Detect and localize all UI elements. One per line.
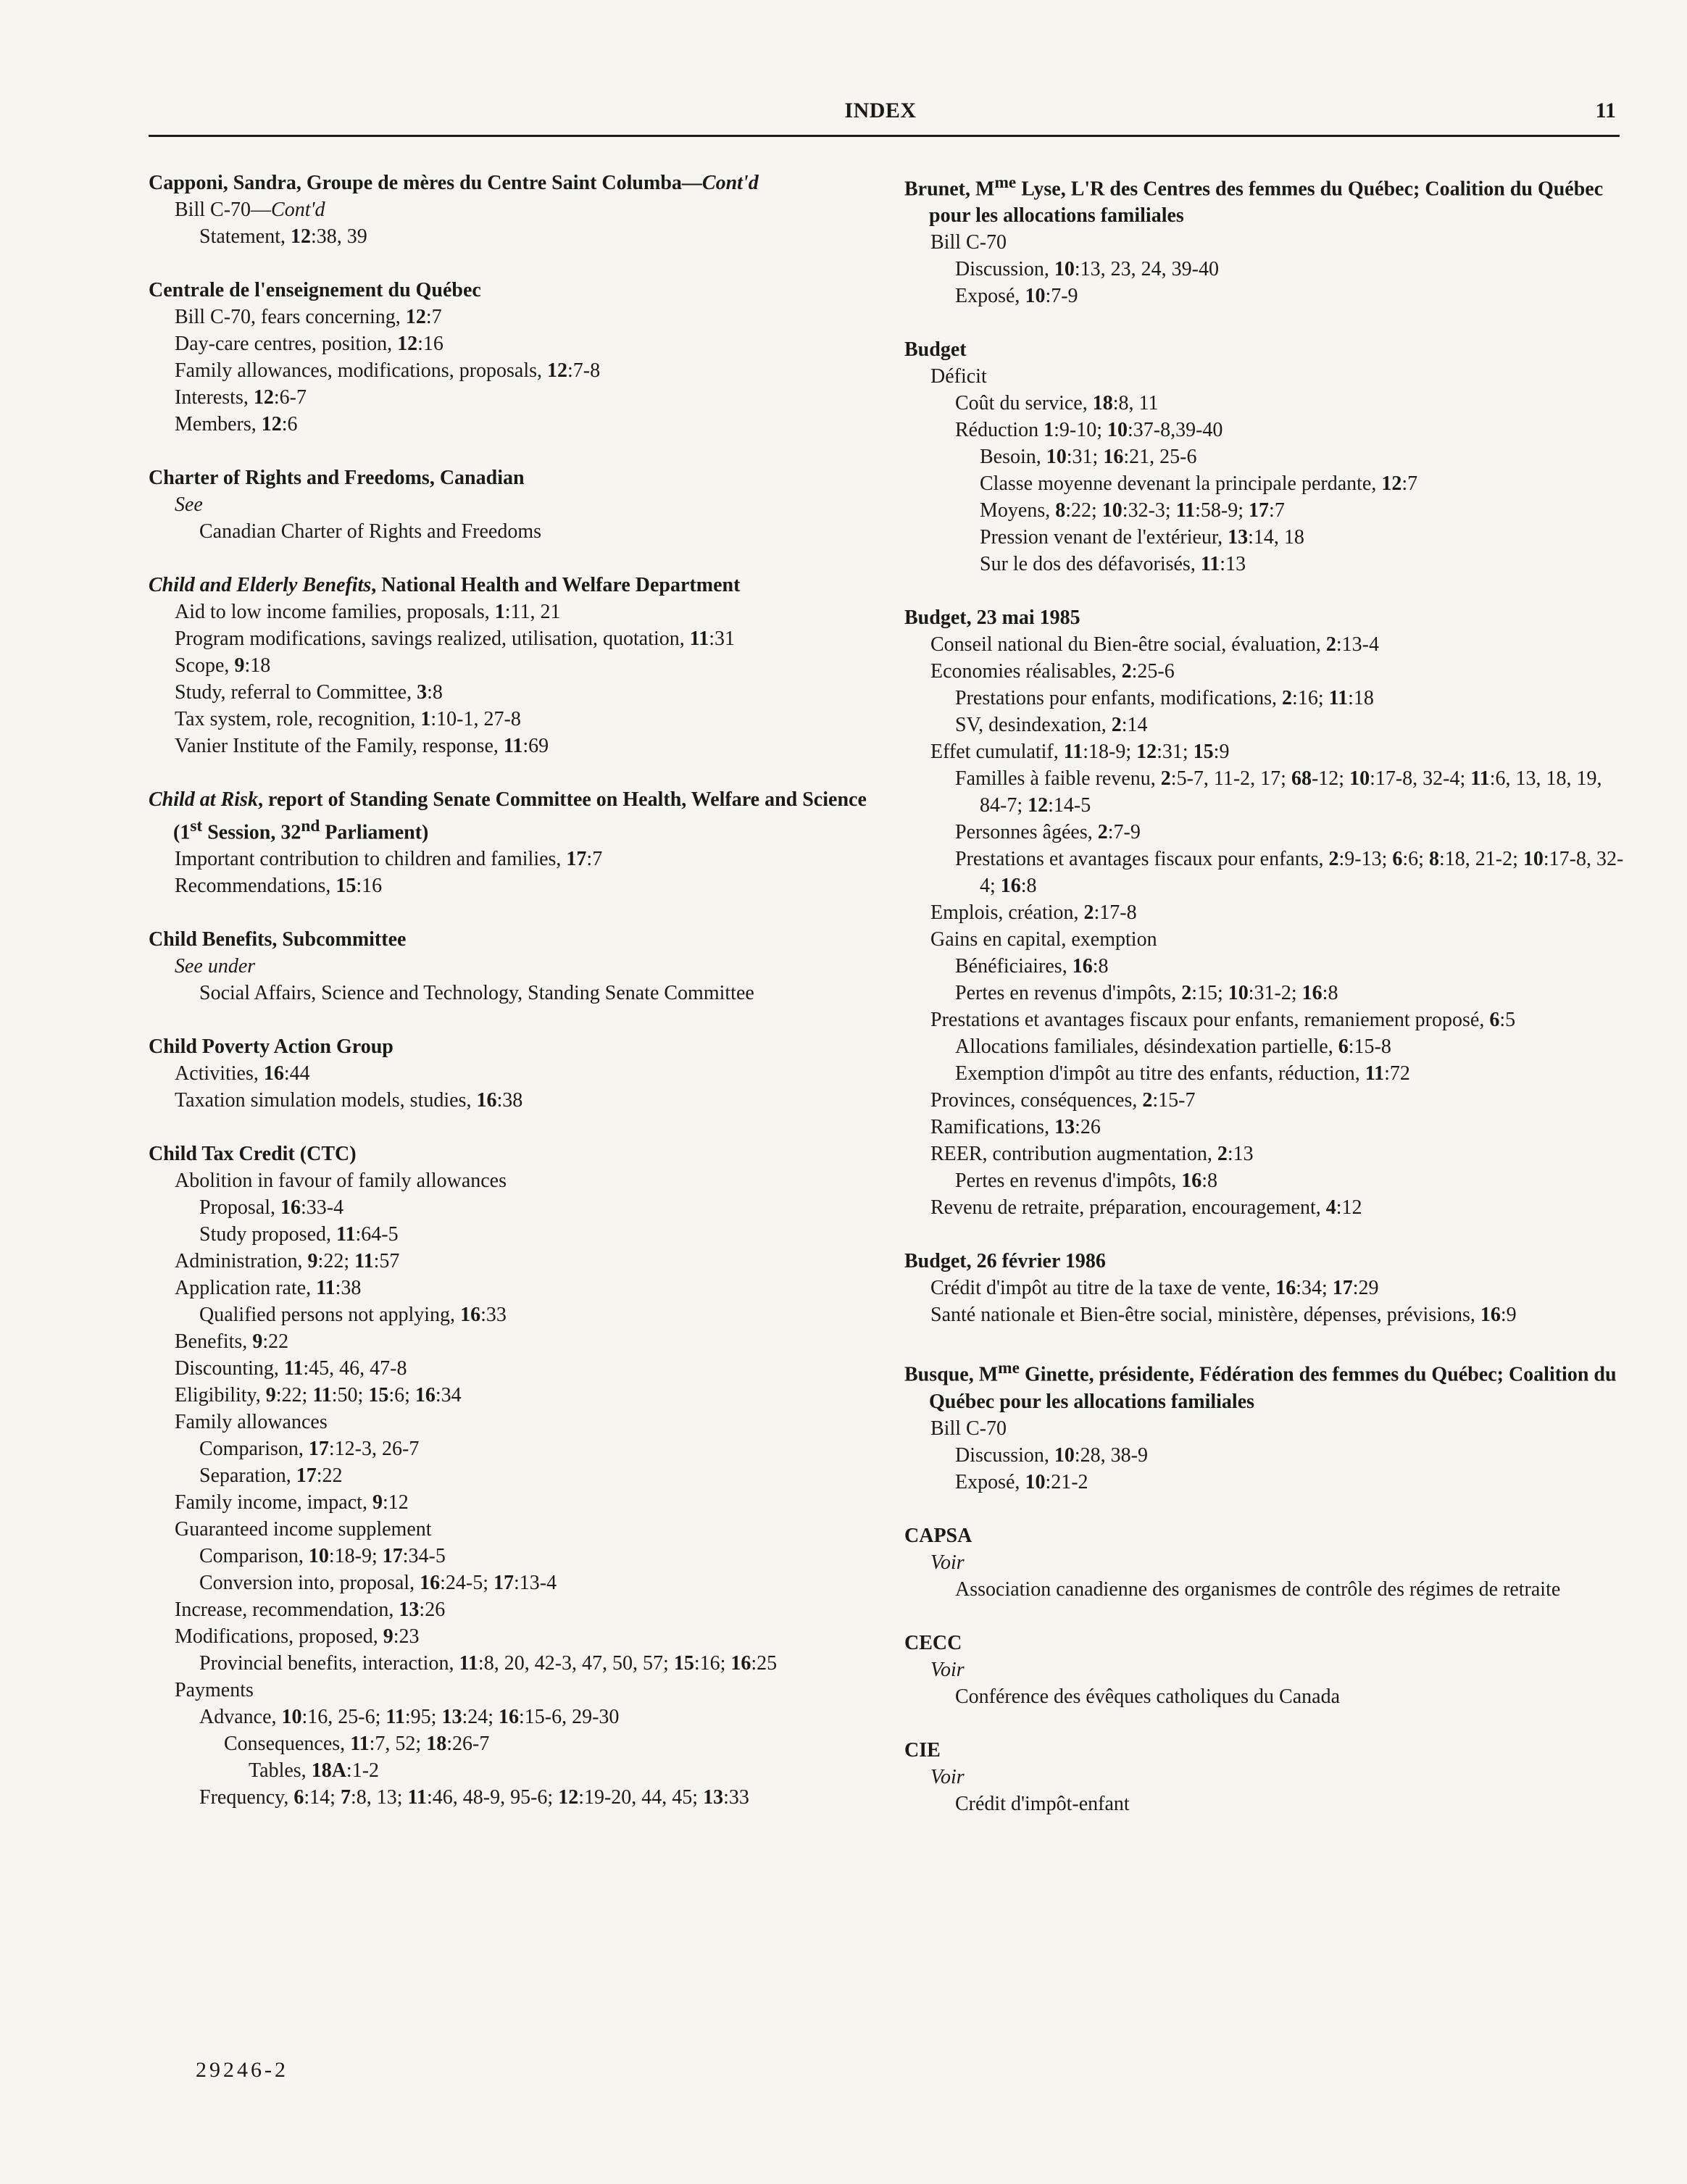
index-subentry: Effet cumulatif, 11:18-9; 12:31; 15:9 [930,741,1230,764]
index-subentry: Scope, 9:18 [175,654,271,677]
index-subentry: Taxation simulation models, studies, 16:38 [175,1089,523,1112]
index-entry [149,1141,888,1811]
index-subentry: Conférence des évêques catholiques du Canada [955,1685,1341,1708]
index-column-left [149,170,888,1838]
index-subentry: Pertes en revenus d'impôts, 16:8 [955,1170,1217,1193]
index-heading: Budget [904,338,967,362]
index-heading: Child and Elderly Benefits, National Health and Welfare Department [149,574,741,596]
index-subentry: Pertes en revenus d'impôts, 2:15; 10:31-2; 16:8 [955,982,1338,1005]
index-subentry: Prestations et avantages fiscaux pour enfants, remaniement proposé, 6:5 [930,1009,1516,1032]
index-subentry: Familles à faible revenu, 2:5-7, 11-2, 17; 68-12; 10:17-8, 32-4; 11:6, 13, 18, 19, 84-7; 12:14-5 [955,767,1602,817]
index-subentry: Classe moyenne devenant la principale perdante, 12:7 [980,472,1418,496]
index-subentry: See [175,493,203,516]
index-subentry: Tax system, role, recognition, 1:10-1, 27-8 [175,708,521,730]
index-subentry: Family allowances, modifications, proposals, 12:7-8 [175,359,601,382]
index-subentry: Réduction 1:9-10; 10:37-8,39-40 [955,419,1223,442]
index-subentry: Payments [175,1679,254,1702]
index-subentry: Consequences, 11:7, 52; 18:26-7 [224,1733,490,1756]
index-entry [904,170,1629,309]
index-subentry: Exposé, 10:21-2 [955,1470,1088,1493]
index-entry [149,464,888,545]
index-heading: CECC [904,1631,962,1654]
index-entry [149,926,888,1006]
index-subentry: Moyens, 8:22; 10:32-3; 11:58-9; 17:7 [980,499,1285,522]
index-subentry: Activities, 16:44 [175,1062,310,1085]
index-subentry: Bill C-70—Cont'd [175,199,325,221]
page-number: 11 [1595,99,1616,122]
index-subentry: Important contribution to children and families, 17:7 [175,848,603,871]
index-subentry: Exposé, 10:7-9 [955,285,1078,308]
index-subentry: REER, contribution augmentation, 2:13 [930,1143,1254,1166]
index-entry [904,1355,1629,1495]
index-subentry: Benefits, 9:22 [175,1330,289,1354]
index-heading: Child Tax Credit (CTC) [149,1143,357,1166]
index-heading: Charter of Rights and Freedoms, Canadian [149,467,525,489]
index-subentry: Day-care centres, position, 12:16 [175,333,443,355]
index-subentry: Discussion, 10:13, 23, 24, 39-40 [955,258,1220,281]
index-entry [904,1248,1629,1328]
index-entry [904,604,1629,1221]
index-subentry: See under [175,955,256,978]
index-subentry: Gains en capital, exemption [930,928,1157,951]
index-heading: Child at Risk, report of Standing Senate Committee on Health, Welfare and Science (1st Session, 32nd Parliament) [149,788,867,844]
index-subentry: Voir [930,1551,965,1574]
index-subentry: Bill C-70 [930,1417,1007,1440]
index-subentry: Voir [930,1765,965,1788]
index-subentry: Prestations pour enfants, modifications, 2:16; 11:18 [955,687,1374,710]
index-subentry: Besoin, 10:31; 16:21, 25-6 [980,446,1197,469]
index-subentry: Vanier Institute of the Family, response, 11:69 [175,735,549,757]
index-subentry: Bénéficiaires, 16:8 [955,955,1109,978]
index-subentry: Association canadienne des organismes de contrôle des régimes de retraite [955,1577,1561,1601]
index-entry [149,786,888,899]
index-subentry: Comparison, 17:12-3, 26-7 [199,1438,420,1461]
index-subentry: Canadian Charter of Rights and Freedoms [199,520,542,543]
index-subentry: Crédit d'impôt au titre de la taxe de vente, 16:34; 17:29 [930,1277,1379,1300]
index-entry [149,1033,888,1114]
index-subentry: Eligibility, 9:22; 11:50; 15:6; 16:34 [175,1384,462,1407]
index-subentry: Personnes âgées, 2:7-9 [955,821,1141,844]
index-subentry: Ramifications, 13:26 [930,1116,1101,1139]
index-subentry: Modifications, proposed, 9:23 [175,1625,420,1649]
index-entry [904,1630,1629,1710]
index-subentry: Study, referral to Committee, 3:8 [175,681,443,704]
index-subentry: Social Affairs, Science and Technology, Standing Senate Committee [199,982,754,1005]
index-subentry: Pression venant de l'extérieur, 13:14, 18 [980,526,1304,549]
index-subentry: Family income, impact, 9:12 [175,1491,409,1514]
index-subentry: Provinces, conséquences, 2:15-7 [930,1089,1196,1112]
index-subentry: Bill C-70, fears concerning, 12:7 [175,306,442,328]
index-subentry: Members, 12:6 [175,413,298,435]
page-header-title: INDEX [844,99,917,122]
index-subentry: Guaranteed income supplement [175,1518,432,1541]
index-subentry: Frequency, 6:14; 7:8, 13; 11:46, 48-9, 95-6; 12:19-20, 44, 45; 13:33 [199,1786,749,1809]
index-subentry: Proposal, 16:33-4 [199,1196,344,1220]
index-subentry: Tables, 18A:1-2 [249,1759,380,1783]
header-rule [149,135,1620,137]
index-heading: CIE [904,1738,941,1762]
index-subentry: Déficit [930,365,987,388]
index-heading: Child Benefits, Subcommittee [149,928,407,951]
index-heading: Capponi, Sandra, Groupe de mères du Centre Saint Columba—Cont'd [149,172,759,194]
index-subentry: Qualified persons not applying, 16:33 [199,1304,507,1327]
index-entry [149,170,888,250]
index-subentry: Increase, recommendation, 13:26 [175,1599,446,1622]
index-subentry: Revenu de retraite, préparation, encouragement, 4:12 [930,1196,1362,1220]
index-subentry: Program modifications, savings realized, utilisation, quotation, 11:31 [175,628,736,650]
index-subentry: Interests, 12:6-7 [175,386,307,409]
index-subentry: Discussion, 10:28, 38-9 [955,1443,1149,1467]
index-subentry: Application rate, 11:38 [175,1277,362,1300]
index-heading: Centrale de l'enseignement du Québec [149,279,481,301]
index-subentry: Santé nationale et Bien-être social, ministère, dépenses, prévisions, 16:9 [930,1304,1517,1327]
index-column-right [904,170,1629,1844]
index-subentry: Aid to low income families, proposals, 1:11, 21 [175,601,561,623]
index-heading: Budget, 23 mai 1985 [904,607,1080,630]
index-subentry: Bill C-70 [930,231,1007,254]
index-entry [904,1522,1629,1603]
index-entry [904,1737,1629,1817]
index-subentry: Emplois, création, 2:17-8 [930,901,1137,925]
index-heading: CAPSA [904,1524,972,1547]
index-entry [904,336,1629,578]
index-heading: Brunet, $M^{me}$ Lyse, L'R des Centres des femmes du Québec; Coalition du Québec pour les allocations familiales [904,173,1604,228]
index-subentry: Provincial benefits, interaction, 11:8, 20, 42-3, 47, 50, 57; 15:16; 16:25 [199,1652,778,1675]
index-subentry: Allocations familiales, désindexation partielle, 6:15-8 [955,1035,1391,1059]
index-subentry: Discounting, 11:45, 46, 47-8 [175,1357,407,1380]
index-subentry: Comparison, 10:18-9; 17:34-5 [199,1545,446,1568]
index-subentry: Coût du service, 18:8, 11 [955,392,1159,415]
index-subentry: Advance, 10:16, 25-6; 11:95; 13:24; 16:15-6, 29-30 [199,1706,620,1729]
footer-print-code: 29246-2 [196,2058,288,2082]
index-subentry: Abolition in favour of family allowances [175,1170,507,1193]
index-subentry: Economies réalisables, 2:25-6 [930,660,1175,683]
index-subentry: Study proposed, 11:64-5 [199,1223,399,1246]
index-subentry: Conseil national du Bien-être social, évaluation, 2:13-4 [930,633,1379,657]
index-subentry: Recommendations, 15:16 [175,875,383,898]
index-subentry: Statement, 12:38, 39 [199,225,367,248]
index-entry [149,277,888,438]
index-subentry: Voir [930,1658,965,1681]
index-subentry: Crédit d'impôt-enfant [955,1792,1130,1815]
index-heading: Child Poverty Action Group [149,1035,393,1059]
index-subentry: Sur le dos des défavorisés, 11:13 [980,553,1246,576]
index-subentry: SV, desindexation, 2:14 [955,714,1148,737]
index-subentry: Conversion into, proposal, 16:24-5; 17:13-4 [199,1572,557,1595]
index-entry [149,572,888,759]
index-heading: Budget, 26 février 1986 [904,1250,1106,1273]
index-subentry: Exemption d'impôt au titre des enfants, réduction, 11:72 [955,1062,1410,1085]
index-subentry: Administration, 9:22; 11:57 [175,1250,400,1273]
index-heading: Busque, $M^{me}$ Ginette, présidente, Fédération des femmes du Québec; Coalition du Québec pour les allocations familiales [904,1359,1617,1413]
index-subentry: Separation, 17:22 [199,1464,343,1488]
index-subentry: Family allowances [175,1411,328,1434]
index-subentry: Prestations et avantages fiscaux pour enfants, 2:9-13; 6:6; 8:18, 21-2; 10:17-8, 32-4; 16:8 [955,848,1624,898]
